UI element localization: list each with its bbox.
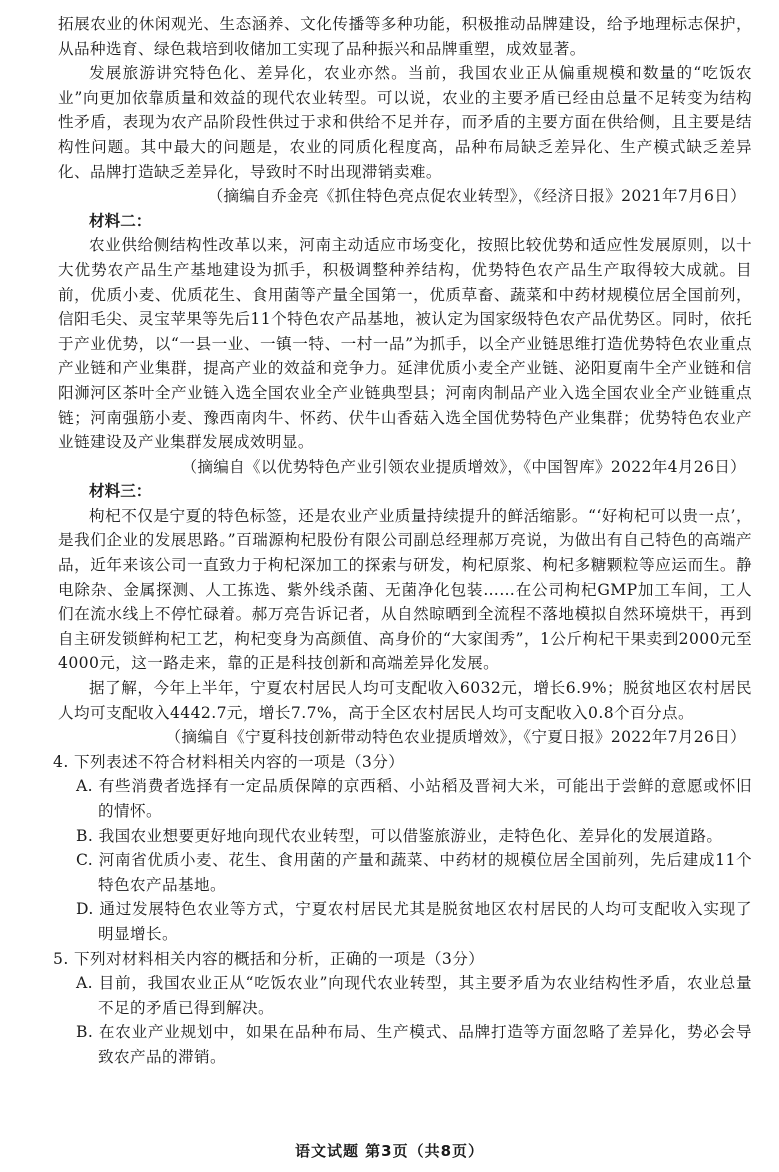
- article-paragraph-2: 发展旅游讲究特色化、差异化，农业亦然。当前，我国农业正从偏重规模和数量的“吃饭农业”向更加依靠质量和效益的现代农业转型。可以说，农业的主要矛盾已经由总量不足转变为结构性矛盾，表现为农产品阶段性供过于求和供给不足并存，而矛盾的主要方面在供给侧，且主要是结构性问题。其中最大的问题是，农业的同质化程度高，品种布局缺乏差异化、生产模式缺乏差异化、品牌打造缺乏差异化，导致时不时出现滞销卖难。: [58, 64, 752, 181]
- exam-page: [53, 12, 752, 1172]
- material-3-heading: 材料三：: [89, 482, 152, 501]
- question-4-option-a: A. 有些消费者选择有一定品质保障的京西稻、小站稻及晋祠大米，可能出于尝鲜的意愿或怀旧的情怀。: [76, 777, 752, 820]
- source-citation-3: （摘编自《宁夏科技创新带动特色农业提质增效》，《宁夏日报》2022年7月26日）: [165, 728, 746, 747]
- material-2-paragraph: 农业供给侧结构性改革以来，河南主动适应市场变化，按照比较优势和适应性发展原则，以十大优势农产品生产基地建设为抓手，积极调整种养结构，优势特色农产品生产取得较大成就。目前，优质小麦、优质花生、食用菌等产量全国第一，优质草畜、蔬菜和中药材规模位居全国前列，信阳毛尖、灵宝苹果等先后11个特色农产品基地，被认定为国家级特色农产品优势区。同时，依托于产业优势，以“一县一业、一镇一特、一村一品”为抓手，以全产业链思维打造优势特色农业重点产业链和产业集群，提高产业的效益和竞争力。延津优质小麦全产业链、泌阳夏南牛全产业链和信阳浉河区茶叶全产业链入选全国农业全产业链典型县；河南肉制品产业入选全国农业全产业链重点链；河南强筋小麦、豫西南肉牛、怀药、伏牛山香菇入选全国优势特色产业集群；优势特色农业产业链建设及产业集群发展成效明显。: [58, 236, 752, 452]
- question-4-option-c: C. 河南省优质小麦、花生、食用菌的产量和蔬菜、中药材的规模位居全国前列，先后建成11个特色农产品基地。: [76, 851, 752, 894]
- question-4-stem: 4. 下列表述不符合材料相关内容的一项是（3分）: [53, 752, 405, 771]
- material-2-heading: 材料二：: [89, 211, 152, 230]
- question-4-option-b: B. 我国农业想要更好地向现代农业转型，可以借鉴旅游业，走特色化、差异化的发展道路。: [76, 826, 723, 845]
- source-citation-1: （摘编自乔金亮《抓住特色亮点促农业转型》，《经济日报》2021年7月6日）: [207, 187, 746, 206]
- material-3-paragraph-1: 枸杞不仅是宁夏的特色标签，还是农业产业质量持续提升的鲜活缩影。“‘好枸杞可以贵一点’，是我们企业的发展思路。”百瑞源枸杞股份有限公司副总经理郝万亮说，为做出有自己特色的高端产品，近年来该公司一直致力于枸杞深加工的探索与研发，枸杞原浆、枸杞多糖颗粒等应运而生。静电除杂、金属探测、人工拣选、紫外线杀菌、无菌净化包装……在公司枸杞GMP加工车间，工人们在流水线上不停忙碌着。郝万亮告诉记者，从自然晾晒到全流程不落地模拟自然环境烘干，再到自主研发锁鲜枸杞工艺，枸杞变身为高颜值、高身价的“大家闺秀”，1公斤枸杞干果卖到2000元至4000元，这一路走来，靠的正是科技创新和高端差异化发展。: [58, 506, 752, 673]
- question-4-option-d: D. 通过发展特色农业等方式，宁夏农村居民尤其是脱贫地区农村居民的人均可支配收入实现了明显增长。: [76, 900, 752, 943]
- material-3-paragraph-2: 据了解，今年上半年，宁夏农村居民人均可支配收入6032元，增长6.9%；脱贫地区农村居民人均可支配收入4442.7元，增长7.7%，高于全区农村居民人均可支配收入0.8个百分点。: [58, 679, 752, 722]
- question-5-option-b: B. 在农业产业规划中，如果在品种布局、生产模式、品牌打造等方面忽略了差异化，势必会导致农产品的滞销。: [76, 1023, 752, 1066]
- question-5-option-a: A. 目前，我国农业正从“吃饭农业”向现代农业转型，其主要矛盾为农业结构性矛盾，农业总量不足的矛盾已得到解决。: [76, 974, 752, 1017]
- page-footer: 语文试题 第3页（共8页）: [294, 1142, 485, 1160]
- article-paragraph-1: 拓展农业的休闲观光、生态涵养、文化传播等多种功能，积极推动品牌建设，给予地理标志保护，从品种选育、绿色栽培到收储加工实现了品种振兴和品牌重塑，成效显著。: [58, 15, 752, 58]
- source-citation-2: （摘编自《以优势特色产业引领农业提质增效》，《中国智库》2022年4月26日）: [181, 457, 746, 476]
- question-5-stem: 5. 下列对材料相关内容的概括和分析，正确的一项是（3分）: [53, 949, 485, 968]
